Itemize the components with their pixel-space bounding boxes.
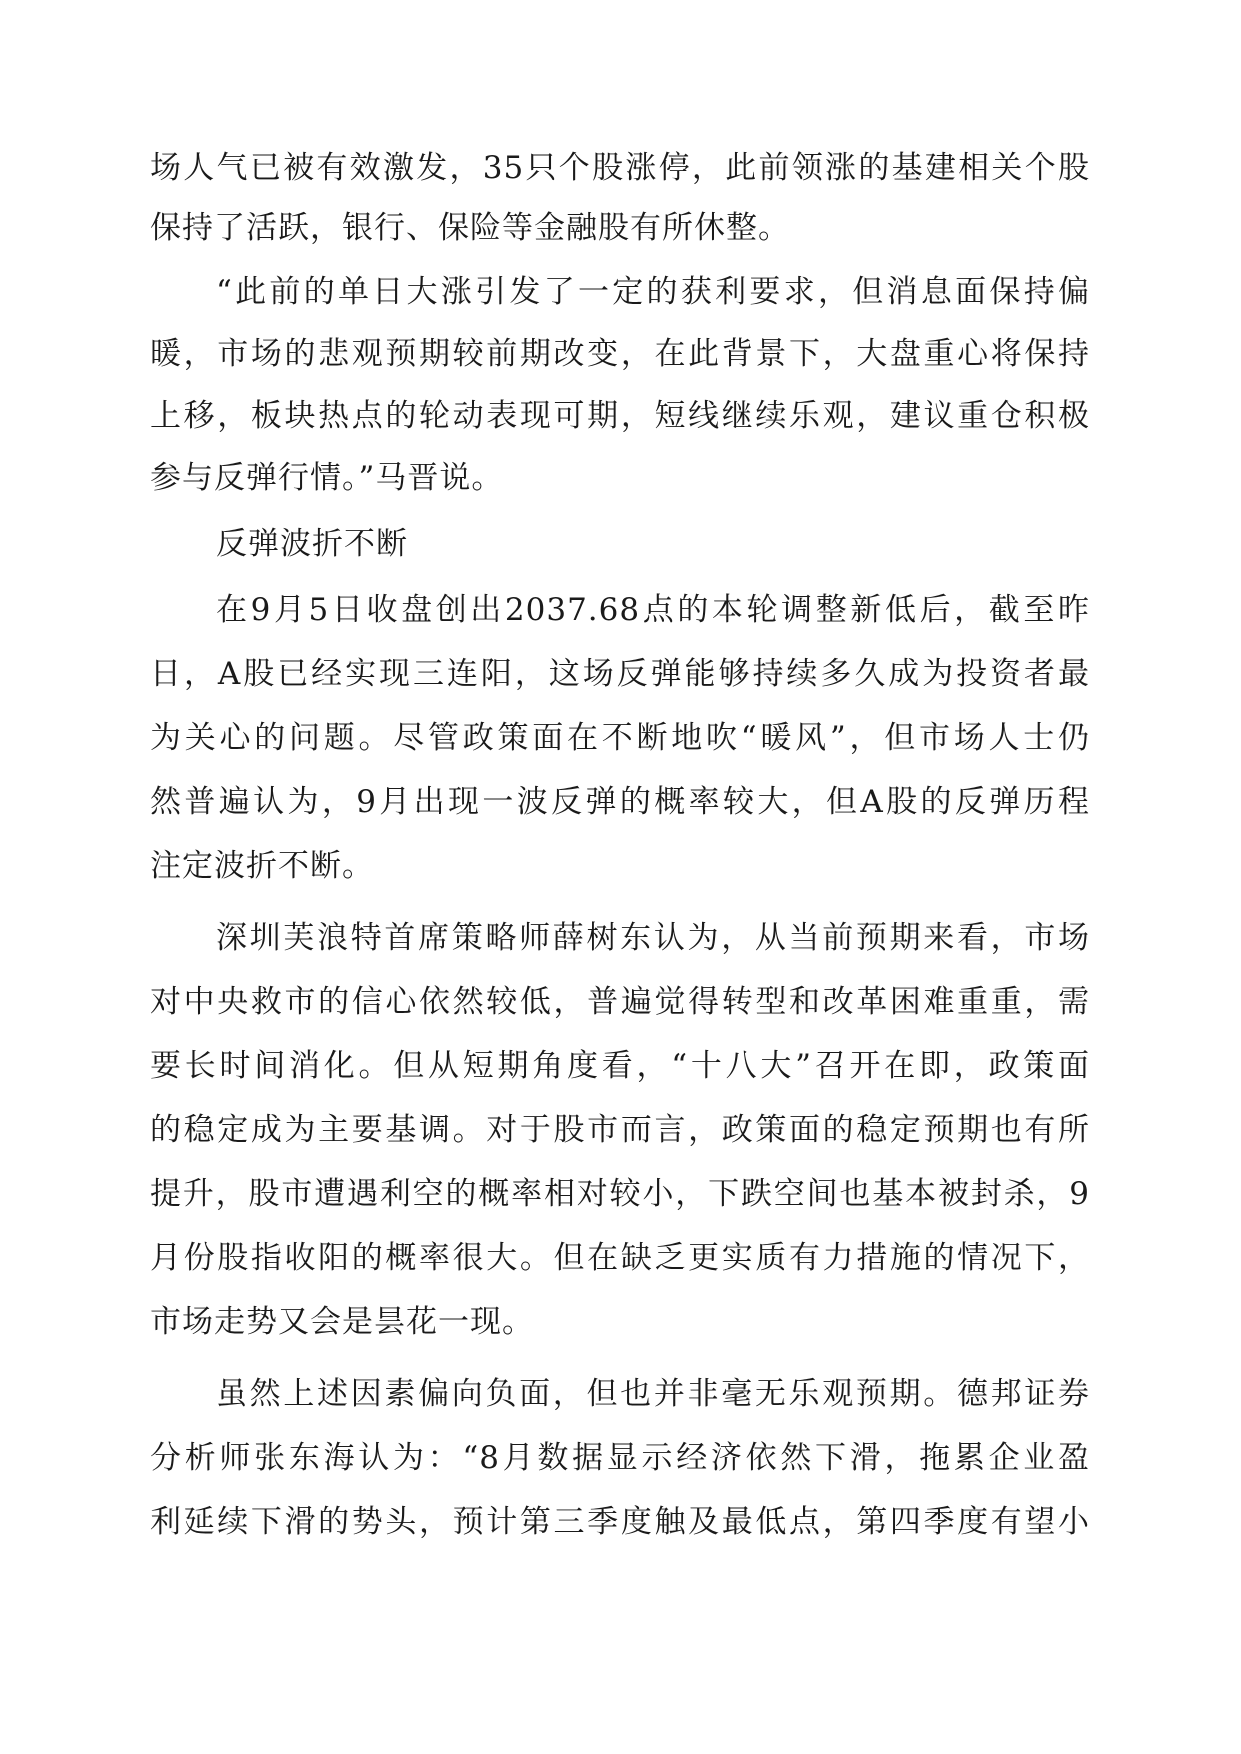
text-line: 暖，市场的悲观预期较前期改变，在此背景下，大盘重心将保持 xyxy=(150,336,1090,372)
text-line: 在9月5日收盘创出2037.68点的本轮调整新低后，截至昨 xyxy=(216,592,1090,628)
text-line: 月份股指收阳的概率很大。但在缺乏更实质有力措施的情况下， xyxy=(150,1240,1090,1276)
text-line: 然普遍认为，9月出现一波反弹的概率较大，但A股的反弹历程 xyxy=(150,784,1090,820)
text-line: 反弹波折不断 xyxy=(216,526,408,562)
text-line: 的稳定成为主要基调。对于股市而言，政策面的稳定预期也有所 xyxy=(150,1112,1090,1148)
text-line: 参与反弹行情。”马晋说。 xyxy=(150,460,504,496)
text-line: 日，A股已经实现三连阳，这场反弹能够持续多久成为投资者最 xyxy=(150,656,1090,692)
text-line: 注定波折不断。 xyxy=(150,848,374,884)
text-line: 利延续下滑的势头，预计第三季度触及最低点，第四季度有望小 xyxy=(150,1504,1090,1540)
text-line: 上移，板块热点的轮动表现可期，短线继续乐观，建议重仓积极 xyxy=(150,398,1090,434)
text-line: 场人气已被有效激发，35只个股涨停，此前领涨的基建相关个股 xyxy=(150,150,1090,186)
text-line: 虽然上述因素偏向负面，但也并非毫无乐观预期。德邦证券 xyxy=(216,1376,1090,1412)
text-line: 对中央救市的信心依然较低，普遍觉得转型和改革困难重重，需 xyxy=(150,984,1090,1020)
text-line: 为关心的问题。尽管政策面在不断地吹“暖风”，但市场人士仍 xyxy=(150,720,1090,756)
text-line: 要长时间消化。但从短期角度看，“十八大”召开在即，政策面 xyxy=(150,1048,1090,1084)
text-line: “此前的单日大涨引发了一定的获利要求，但消息面保持偏 xyxy=(216,274,1090,310)
text-line: 提升，股市遭遇利空的概率相对较小，下跌空间也基本被封杀，9 xyxy=(150,1176,1090,1212)
text-line: 保持了活跃，银行、保险等金融股有所休整。 xyxy=(150,210,790,246)
text-line: 分析师张东海认为：“8月数据显示经济依然下滑，拖累企业盈 xyxy=(150,1440,1090,1476)
text-line: 深圳芙浪特首席策略师薛树东认为，从当前预期来看，市场 xyxy=(216,920,1090,956)
text-line: 市场走势又会是昙花一现。 xyxy=(150,1304,534,1340)
